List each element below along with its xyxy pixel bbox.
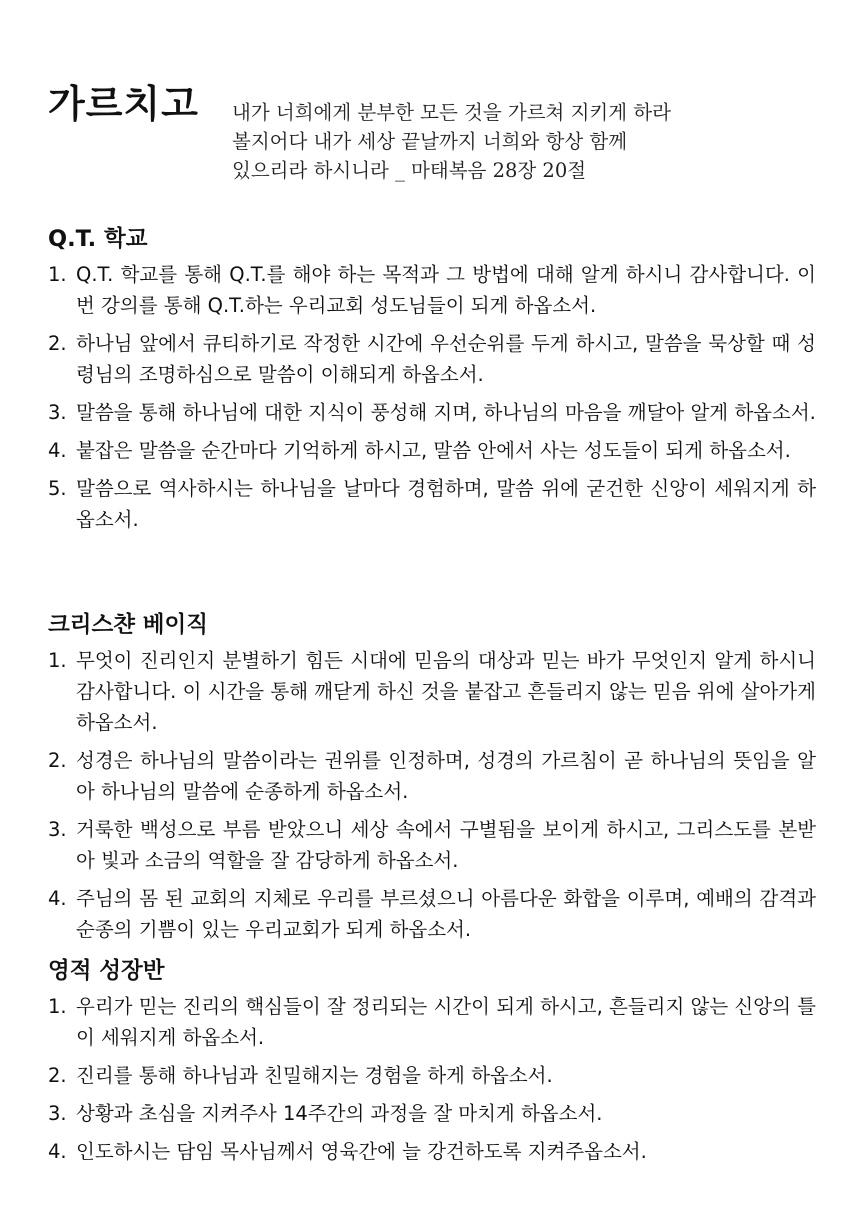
prayer-item bbox=[48, 991, 816, 1053]
prayer-item bbox=[48, 1060, 816, 1091]
item-text: 거룩한 백성으로 부름 받았으니 세상 속에서 구별됨을 보이게 하시고, 그리스도를 본받아 빛과 소금의 역할을 잘 감당하게 하옵소서. bbox=[76, 818, 816, 872]
section-heading: Q.T. 학교 bbox=[48, 226, 148, 252]
item-number: 3. bbox=[48, 1102, 67, 1125]
item-text: 우리가 믿는 진리의 핵심들이 잘 정리되는 시간이 되게 하시고, 흔들리지 않는 신앙의 틀이 세워지게 하옵소서. bbox=[76, 995, 816, 1049]
item-number: 4. bbox=[48, 439, 67, 462]
prayer-item bbox=[48, 814, 816, 876]
item-number: 1. bbox=[48, 995, 67, 1018]
verse-line: 있으리라 하시니라 _ 마태복음 28장 20절 bbox=[232, 159, 587, 182]
item-number: 2. bbox=[48, 749, 67, 772]
section-heading: 영적 성장반 bbox=[48, 958, 165, 984]
page-header bbox=[48, 84, 828, 194]
prayer-item bbox=[48, 745, 816, 807]
prayer-item bbox=[48, 1098, 816, 1129]
item-text: 말씀을 통해 하나님에 대한 지식이 풍성해 지며, 하나님의 마음을 깨달아 알게 하옵소서. bbox=[76, 401, 816, 424]
verse-line: 볼지어다 내가 세상 끝날까지 너희와 항상 함께 bbox=[232, 130, 628, 153]
prayer-item bbox=[48, 883, 816, 945]
item-text: 진리를 통해 하나님과 친밀해지는 경험을 하게 하옵소서. bbox=[76, 1064, 553, 1087]
item-number: 1. bbox=[48, 263, 67, 286]
item-text: 상황과 초심을 지켜주사 14주간의 과정을 잘 마치게 하옵소서. bbox=[76, 1102, 603, 1125]
prayer-item bbox=[48, 435, 816, 466]
item-text: 말씀으로 역사하시는 하나님을 날마다 경험하며, 말씀 위에 굳건한 신앙이 세워지게 하옵소서. bbox=[76, 477, 816, 531]
scripture-verse bbox=[232, 98, 671, 185]
item-number: 4. bbox=[48, 1140, 67, 1163]
section-christian-basic bbox=[48, 612, 816, 952]
page-title: 가르치고 bbox=[48, 82, 199, 126]
prayer-item bbox=[48, 473, 816, 535]
prayer-item bbox=[48, 328, 816, 390]
item-number: 3. bbox=[48, 818, 67, 841]
item-number: 3. bbox=[48, 401, 67, 424]
verse-line: 내가 너희에게 분부한 모든 것을 가르쳐 지키게 하라 bbox=[232, 101, 671, 124]
section-spiritual-growth bbox=[48, 958, 816, 1174]
item-number: 2. bbox=[48, 1064, 67, 1087]
item-text: 성경은 하나님의 말씀이라는 권위를 인정하며, 성경의 가르침이 곧 하나님의 뜻임을 알아 하나님의 말씀에 순종하게 하옵소서. bbox=[76, 749, 816, 803]
prayer-item bbox=[48, 397, 816, 428]
item-text: 무엇이 진리인지 분별하기 힘든 시대에 믿음의 대상과 믿는 바가 무엇인지 알게 하시니 감사합니다. 이 시간을 통해 깨닫게 하신 것을 붙잡고 흔들리지 않는 믿음 위에 살아가게 하옵소서. bbox=[76, 649, 816, 734]
item-text: Q.T. 학교를 통해 Q.T.를 해야 하는 목적과 그 방법에 대해 알게 하시니 감사합니다. 이번 강의를 통해 Q.T.하는 우리교회 성도님들이 되게 하옵소서. bbox=[76, 263, 816, 317]
item-number: 1. bbox=[48, 649, 67, 672]
section-qt-school bbox=[48, 226, 816, 542]
item-text: 인도하시는 담임 목사님께서 영육간에 늘 강건하도록 지켜주옵소서. bbox=[76, 1140, 647, 1163]
section-heading: 크리스챤 베이직 bbox=[48, 612, 208, 638]
prayer-item bbox=[48, 259, 816, 321]
item-text: 주님의 몸 된 교회의 지체로 우리를 부르셨으니 아름다운 화합을 이루며, 예배의 감격과 순종의 기쁨이 있는 우리교회가 되게 하옵소서. bbox=[76, 887, 816, 941]
prayer-item bbox=[48, 645, 816, 738]
item-number: 4. bbox=[48, 887, 67, 910]
item-number: 2. bbox=[48, 332, 67, 355]
prayer-item bbox=[48, 1136, 816, 1167]
item-number: 5. bbox=[48, 477, 67, 500]
item-text: 하나님 앞에서 큐티하기로 작정한 시간에 우선순위를 두게 하시고, 말씀을 묵상할 때 성령님의 조명하심으로 말씀이 이해되게 하옵소서. bbox=[76, 332, 816, 386]
item-text: 붙잡은 말씀을 순간마다 기억하게 하시고, 말씀 안에서 사는 성도들이 되게 하옵소서. bbox=[76, 439, 791, 462]
